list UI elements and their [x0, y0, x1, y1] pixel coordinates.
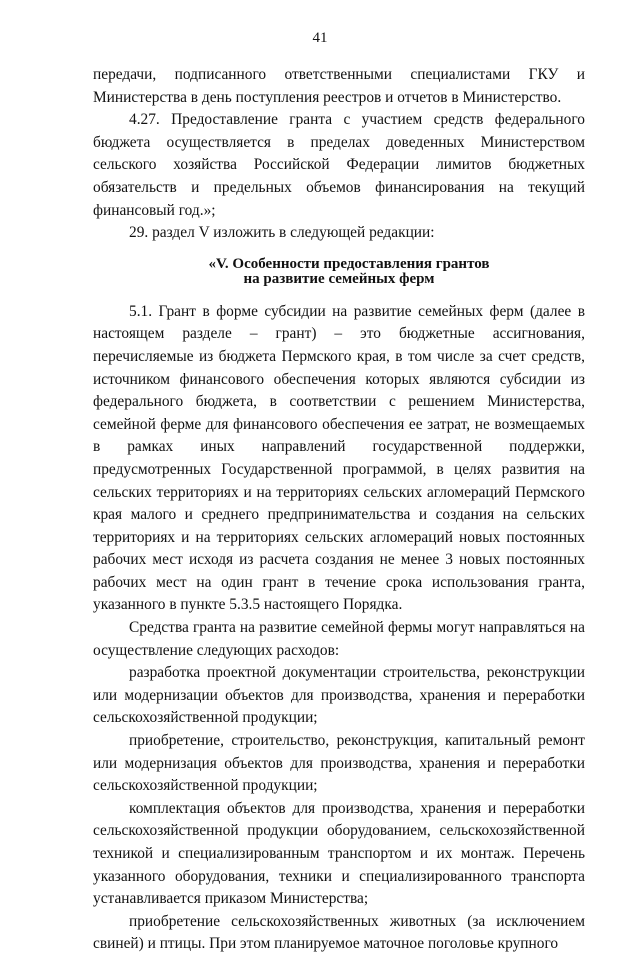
list-item-design-docs: разработка проектной документации строительства, реконструкции или модернизации объектов для производства, хранения и переработки сельскохозяйственной продукции;: [93, 664, 585, 727]
paragraph-item-29: 29. раздел V изложить в следующей редакции:: [129, 224, 435, 242]
page-number: 41: [312, 30, 328, 46]
paragraph-5-1: 5.1. Грант в форме субсидии на развитие семейных ферм (далее в настоящем разделе – грант) – это бюджетные ассигнования, перечисляемые из бюджета Пермского края, в том числе за счет средств, источником финансового обеспечения которых являются субсидии из федерального бюджета, в соответствии с решением Министерства, семейной ферме для финансового обеспечения ее затрат, не возмещаемых в рамках иных направлений государственной поддержки, предусмотренных Государственной программой, в целях развития на сельских территориях и на территориях сельских агломераций Пермского края малого и среднего предпринимательства и создания на сельских территориях и на территориях сельских агломераций новых постоянных рабочих мест исходя из расчета создания не менее 3 новых постоянных рабочих мест на один грант в течение срока использования гранта, указанного в пункте 5.3.5 настоящего Порядка.: [93, 302, 585, 614]
list-item-acquisition: приобретение, строительство, реконструкция, капитальный ремонт или модернизация объектов для производства, хранения и переработки сельскохозяйственной продукции;: [93, 732, 585, 795]
section-heading: [93, 257, 585, 287]
paragraph-expenses-intro: Средства гранта на развитие семейной фермы могут направляться на осуществление следующих расходов:: [93, 619, 585, 659]
section-heading-line1: «V. Особенности предоставления грантов: [208, 255, 490, 272]
list-item-equipment: комплектация объектов для производства, хранения и переработки сельскохозяйственной продукции оборудованием, сельскохозяйственной техникой и специализированным транспортом и их монтаж. Перечень указанного оборудования, техники и специализированного транспорта устанавливается приказом Министерства;: [93, 799, 585, 908]
document-body: [93, 64, 585, 956]
section-heading-line2: на развитие семейных ферм: [243, 270, 435, 287]
paragraph-continuation: передачи, подписанного ответственными специалистами ГКУ и Министерства в день поступления реестров и отчетов в Министерство.: [93, 66, 585, 106]
list-item-animals: приобретение сельскохозяйственных животных (за исключением свиней) и птицы. При этом планируемое маточное поголовье крупного: [93, 912, 585, 953]
paragraph-4-27: 4.27. Предоставление гранта с участием средств федерального бюджета осуществляется в пределах доведенных Министерством сельского хозяйства Российской Федерации лимитов бюджетных обязательств и предельных объемов финансирования на текущий финансовый год.»;: [93, 111, 585, 219]
